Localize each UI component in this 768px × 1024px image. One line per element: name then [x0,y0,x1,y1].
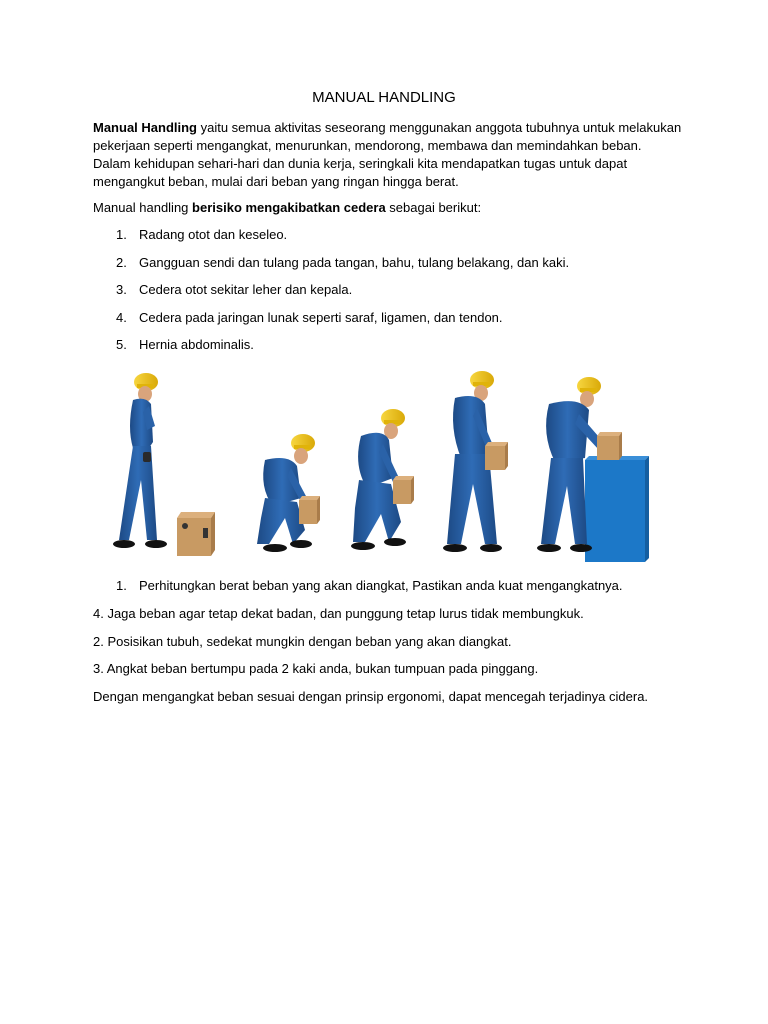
intro-line3: Dalam kehidupan sehari-hari dan dunia kerja, seringkali kita mendapatkan tugas untuk dapat [93,156,628,171]
list-text: Gangguan sendi dan tulang pada tangan, bahu, tulang belakang, dan kaki. [139,254,570,270]
intro-line4: mengangkut beban, mulai dari beban yang ringan hingga berat. [93,174,459,189]
intro-line1: yaitu semua aktivitas seseorang menggunakan anggota tubuhnya untuk melakukan [197,120,682,135]
list-text: Perhitungkan berat beban yang akan diangkat, Pastikan anda kuat mengangkatnya. [139,578,623,593]
list-number: 4. [116,309,127,325]
list-text: Cedera otot sekitar leher dan kepala. [139,282,353,297]
intro-paragraph [93,119,693,191]
intro-term: Manual Handling [93,120,197,135]
step-line-3: 3. Angkat beban bertumpu pada 2 kaki anda, bukan tumpuan pada pinggang. [93,661,539,676]
step-list-item [0,577,768,595]
blue-platform [585,456,649,562]
list-number: 1. [116,227,127,242]
lifting-sequence-illustration [93,368,673,568]
closing-paragraph: Dengan mengangkat beban sesuai dengan prinsip ergonomi, dapat mencegah terjadinya cidera. [93,689,649,704]
cardboard-box-icon [597,432,622,460]
list-text: Hernia abdominalis. [139,337,254,352]
intro-line2: pekerjaan seperti mengangkat, menurunkan, mendorong, membawa dan memindahkan beban. [93,138,642,153]
cardboard-box-icon [299,496,320,524]
cardboard-box-icon [393,476,414,504]
cardboard-box-icon [485,442,508,470]
list-number: 5. [116,337,127,352]
risk-intro [93,199,693,217]
worker-figure-squatting [257,434,315,552]
list-number: 3. [116,282,127,297]
risk-intro-prefix: Manual handling [93,200,193,215]
worker-figure-standing [113,373,167,548]
list-number: 2. [116,254,127,270]
list-text: Radang otot dan keseleo. [139,227,288,242]
cardboard-box-icon [177,512,215,556]
list-text: Cedera pada jaringan lunak seperti saraf, ligamen, dan tendon. [139,309,503,325]
page-title: MANUAL HANDLING [312,89,456,106]
risk-intro-suffix: sebagai berikut: [385,200,482,215]
list-number: 1. [116,578,127,593]
step-line-4: 4. Jaga beban agar tetap dekat badan, dan punggung tetap lurus tidak membungkuk. [93,606,584,621]
step-line-2: 2. Posisikan tubuh, sedekat mungkin dengan beban yang akan diangkat. [93,634,512,649]
risk-intro-bold: berisiko mengakibatkan cedera [192,200,386,215]
